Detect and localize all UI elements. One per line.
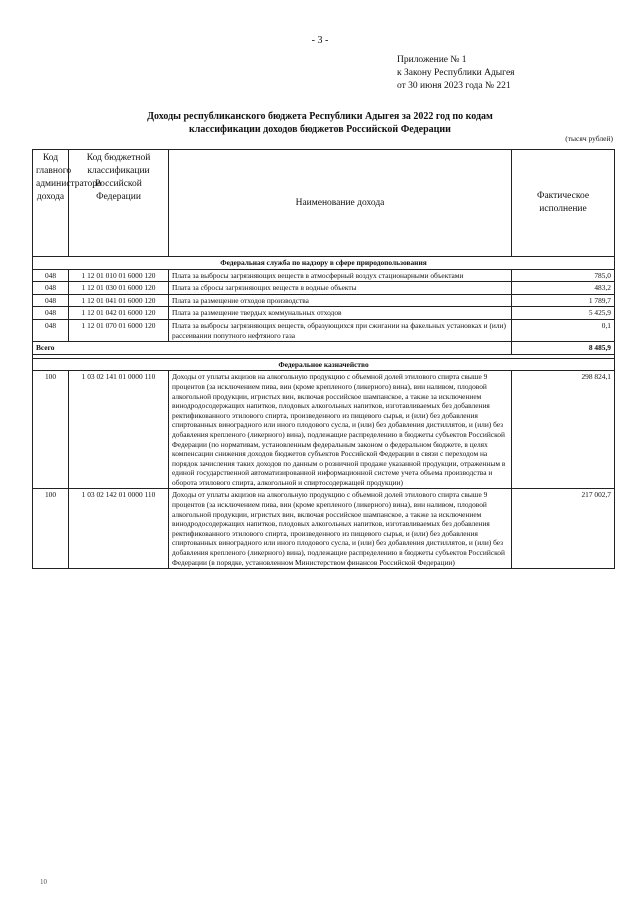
page-number: - 3 - [311,35,329,46]
section-header-row [33,257,615,270]
amount-cell: 0,1 [512,319,615,341]
header-admin-code: Код главного администратора дохода [33,150,69,257]
table-row [33,307,615,320]
appendix-line: от 30 июня 2023 года № 221 [397,81,511,91]
income-name-cell: Плата за сбросы загрязняющих веществ в водные объекты [169,282,512,295]
table-header-row [33,150,615,257]
admin-code-cell: 048 [33,282,69,295]
amount-cell: 217 002,7 [512,489,615,569]
budget-code-cell: 1 12 01 042 01 6000 120 [69,307,169,320]
admin-code-cell: 048 [33,294,69,307]
income-table [32,149,615,569]
budget-code-cell: 1 12 01 030 01 6000 120 [69,282,169,295]
header-budget-code: Код бюджетной классификации Российской Федерации [69,150,169,257]
budget-code-cell: 1 12 01 070 01 6000 120 [69,319,169,341]
appendix-block [397,54,515,93]
income-name-cell: Плата за выбросы загрязняющих веществ, образующихся при сжигании на факельных установках и (или) рассеивании попутного нефтяного газа [169,319,512,341]
admin-code-cell: 048 [33,319,69,341]
footer-mark: 10 [40,878,47,886]
budget-code-cell: 1 03 02 142 01 0000 110 [69,489,169,569]
appendix-line: к Закону Республики Адыгея [397,68,515,78]
total-amount: 8 485,9 [512,342,615,355]
table-row [33,294,615,307]
amount-cell: 298 824,1 [512,371,615,489]
total-row [33,342,615,355]
header-income-name: Наименование дохода [169,150,512,257]
units-note: (тысяч рублей) [565,134,613,143]
section-title: Федеральное казначейство [33,358,615,371]
table-row [33,319,615,341]
income-name-cell: Плата за размещение отходов производства [169,294,512,307]
appendix-line: Приложение № 1 [397,55,467,65]
section-title: Федеральная служба по надзору в сфере природопользования [33,257,615,270]
title-line: классификации доходов бюджетов Российской Федерации [189,124,451,135]
budget-code-cell: 1 12 01 041 01 6000 120 [69,294,169,307]
income-name-cell: Плата за размещение твердых коммунальных отходов [169,307,512,320]
amount-cell: 483,2 [512,282,615,295]
budget-code-cell: 1 03 02 141 01 0000 110 [69,371,169,489]
header-actual-amount: Фактическое исполнение [512,150,615,257]
table-row [33,282,615,295]
total-label: Всего [33,342,512,355]
admin-code-cell: 100 [33,371,69,489]
admin-code-cell: 048 [33,269,69,282]
admin-code-cell: 100 [33,489,69,569]
table-row [33,489,615,569]
income-name-cell: Доходы от уплаты акцизов на алкогольную продукцию с объемной долей этилового спирта свыше 9 процентов (за исключением пива, вин (кроме крепленого (ликерного) вина), вин наливом, плодовой алкогольной продукции, игристых вин, включая российское шампанское, а также за исключением винодродосодержащих напитков, плодовых алкогольных напитков, изготавливаемых без добавления ректификованного этилового спирта, произведенного из пищевого сырья, и (или) без добавления спиртованных виноградного или иного плодового сусла, и (или) без добавления дистиллятов, и (или) без добавления крепленого (ликерного) вина), подлежащие распределению в бюджеты субъектов Российской Федерации (по нормативам, установленным федеральным законом о федеральном бюджете, в целях компенсации снижения доходов бюджетов субъектов Российской Федерации в связи с переходом на порядок зачисления таких доходов по данным о розничной продаже указанной продукции, отраженным в единой государственной автоматизированной информационной системе учета объема производства и оборота этилового спирта, алкогольной и спиртосодержащей продукции) [169,371,512,489]
title-line: Доходы республиканского бюджета Республики Адыгея за 2022 год по кодам [147,111,493,122]
amount-cell: 1 789,7 [512,294,615,307]
admin-code-cell: 048 [33,307,69,320]
section-header-row [33,358,615,371]
table-row [33,371,615,489]
amount-cell: 785,0 [512,269,615,282]
table-row [33,269,615,282]
income-name-cell: Плата за выбросы загрязняющих веществ в атмосферный воздух стационарными объектами [169,269,512,282]
income-name-cell: Доходы от уплаты акцизов на алкогольную продукцию с объемной долей этилового спирта свыше 9 процентов (за исключением пива, вин (кроме крепленого (ликерного) вина), вин наливом, плодовой алкогольной продукции, игристых вин, включая российское шампанское, а также за исключением винодродосодержащих напитков, плодовых алкогольных напитков, изготавливаемых без добавления ректификованного этилового спирта, произведенного из пищевого сырья, и (или) без добавления спиртованных виноградного или иного плодового сусла, и (или) без добавления дистиллятов, и (или) без добавления крепленого (ликерного) вина), подлежащие распределению в бюджеты субъектов Российской Федерации (в порядке, установленном Министерством финансов Российской Федерации) [169,489,512,569]
budget-code-cell: 1 12 01 010 01 6000 120 [69,269,169,282]
amount-cell: 5 425,9 [512,307,615,320]
document-title [40,110,600,136]
